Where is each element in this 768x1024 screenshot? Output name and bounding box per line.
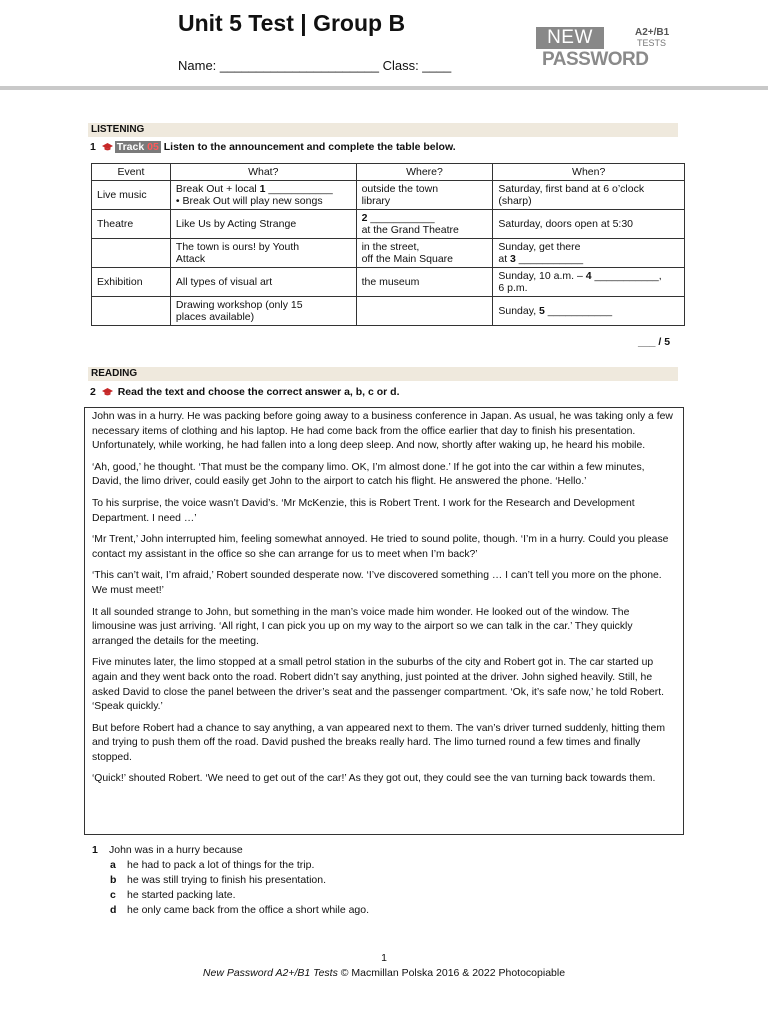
cell-line: the museum: [361, 276, 420, 288]
table-cell-event: [92, 268, 171, 297]
table-cell-what: [170, 210, 356, 239]
cell-line: Exhibition: [97, 276, 143, 288]
page-footer: [0, 967, 768, 979]
cell-line: 6 p.m.: [498, 282, 528, 294]
task-number: 1: [90, 141, 96, 153]
table-cell-event: [92, 181, 171, 210]
table-cell-where: [356, 181, 493, 210]
table-cell-event: [92, 239, 171, 268]
cell-line: places available): [175, 311, 255, 323]
answer-option-d[interactable]: [92, 903, 369, 918]
table-cell-what: [170, 239, 356, 268]
reading-section-header: READING: [88, 367, 678, 381]
cell-line: (sharp): [498, 195, 532, 207]
table-cell-where: [356, 239, 493, 268]
table-cell-when: [493, 210, 685, 239]
table-row: [92, 181, 685, 210]
answer-option-a[interactable]: [92, 858, 369, 873]
passage-paragraph: ‘Mr Trent,’ John interrupted him, feeling somewhat annoyed. He tried to sound polite, though. ‘I’m in a hurry. Could you please contact my assistant in the office so she can arrange for us to meet when I’m back?’: [92, 534, 669, 560]
col-header-when: When?: [493, 164, 685, 181]
logo-tests: TESTS: [637, 38, 667, 48]
cell-line: Theatre: [97, 218, 134, 230]
table-cell-what: [170, 268, 356, 297]
col-header-event: Event: [92, 164, 171, 181]
option-text: he had to pack a lot of things for the trip.: [127, 858, 315, 871]
cell-line: Saturday, first band at 6 o’clock: [498, 183, 645, 195]
reading-question-1: [92, 843, 369, 918]
passage-paragraph: ‘Quick!’ shouted Robert. ‘We need to get out of the car!’ As they got out, they could see the van turning back towards them.: [92, 773, 656, 785]
table-cell-when: [493, 181, 685, 210]
reading-instruction-text: Read the text and choose the correct answer a, b, c or d.: [117, 386, 400, 398]
listening-instruction: [90, 141, 456, 153]
cell-line: at the Grand Theatre: [361, 224, 459, 236]
option-letter: b: [110, 873, 117, 886]
table-cell-when: [493, 239, 685, 268]
cell-line: library: [361, 195, 391, 207]
logo-password: PASSWORD: [542, 49, 649, 70]
cell-line: Live music: [97, 189, 147, 201]
passage-paragraph: ‘Ah, good,’ he thought. ‘That must be the company limo. OK, I’m almost done.’ If he got into the car within a few minutes, David, the limo driver, could easily get John to the airport to catch his flight. He answered the phone. ‘Hello.’: [92, 461, 645, 488]
reading-instruction: [90, 386, 400, 398]
table-cell-what: [170, 297, 356, 326]
cell-line: The town is ours! by Youth: [175, 241, 300, 253]
cell-line: Break Out + local 1 ___________: [175, 183, 333, 195]
col-header-what: What?: [170, 164, 356, 181]
col-header-where: Where?: [356, 164, 493, 181]
listening-score: ___ / 5: [638, 336, 671, 348]
cell-line: All types of visual art: [175, 276, 273, 288]
graduation-cap-icon: [102, 143, 112, 150]
cell-line: Like Us by Acting Strange: [175, 218, 297, 230]
table-row: [92, 268, 685, 297]
table-cell-when: [493, 268, 685, 297]
passage-paragraph: John was in a hurry. He was packing before going away to a business conference in Japan. As usual, he was taking only a few necessary items of clothing and his laptop. He had come back from the office earlier that day to finish his presentation. Unfortunately, while working, he had fallen into a long deep sleep. And now, shortly after waking up, he heard his mobile.: [92, 411, 673, 452]
option-letter: a: [110, 858, 116, 871]
cell-line: Sunday, 10 a.m. – 4 ___________,: [498, 270, 662, 282]
table-row: [92, 297, 685, 326]
listening-instruction-text: Listen to the announcement and complete the table below.: [163, 141, 456, 153]
cell-line: 2 ___________: [361, 212, 435, 224]
table-cell-where: [356, 297, 493, 326]
passage-paragraph: It all sounded strange to John, but something in the man’s voice made him wonder. He looked out of the window. The limousine was just arriving. ‘All right, I can pick you up on my way to the airport so we can talk in the car.’ They quickly arranged the details for the meeting.: [92, 606, 633, 647]
cell-line: at 3 ___________: [498, 253, 584, 265]
logo-level: A2+/B1: [635, 27, 670, 38]
passage-paragraph: To his surprise, the voice wasn’t David’s. ‘Mr McKenzie, this is Robert Trent. I work for the Research and Development Department. I need …’: [92, 497, 635, 524]
listening-table: [91, 163, 685, 326]
task-number: 2: [90, 386, 96, 398]
cell-line: Drawing workshop (only 15: [175, 299, 303, 311]
table-cell-what: [170, 181, 356, 210]
track-label: Track 05: [116, 141, 159, 153]
answer-option-b[interactable]: [92, 873, 369, 888]
cell-line: Sunday, 5 ___________: [498, 305, 613, 317]
option-text: he was still trying to finish his presentation.: [127, 873, 327, 886]
test-title: Unit 5 Test | Group B: [178, 10, 406, 36]
logo-new: NEW: [536, 27, 604, 49]
graduation-cap-icon: [102, 388, 112, 395]
footer-series: New Password A2+/B1 Tests: [202, 967, 338, 979]
question-number: 1: [92, 844, 98, 856]
passage-paragraph: ‘This can’t wait, I’m afraid,’ Robert sounded desperate now. ‘I’ve discovered something … I can’t tell you more on the phone. We must meet!’: [92, 570, 662, 596]
table-cell-where: [356, 268, 493, 297]
cell-line: Saturday, doors open at 5:30: [498, 218, 634, 230]
passage-paragraph: But before Robert had a chance to say anything, a van appeared next to them. The van’s driver turned suddenly, hitting them and trying to push them off the road. David pushed the breaks really hard. The limo turned round a few times and finally stopped.: [92, 722, 665, 763]
passage-paragraph: Five minutes later, the limo stopped at a small petrol station in the suburbs of the city and Robert got in. The car started up again and they went back onto the road. Robert didn’t say anything, just pointed at the driver. John sighed heavily. Still, he asked David to close the panel between the driver’s seat and the passenger compartment. ‘Ok, it’s safe now,’ he told Robert. ‘Speak quickly.’: [92, 657, 665, 713]
reading-passage: [84, 407, 684, 835]
cell-line: outside the town: [361, 183, 439, 195]
option-letter: c: [110, 888, 116, 901]
page-number: 1: [381, 952, 387, 964]
table-row: [92, 239, 685, 268]
question-stem: John was in a hurry because: [109, 844, 243, 856]
table-cell-event: [92, 210, 171, 239]
header-divider: [0, 86, 768, 90]
listening-section-header: LISTENING: [88, 123, 678, 137]
option-text: he started packing late.: [127, 888, 236, 901]
footer-copyright: © Macmillan Polska 2016 & 2022 Photocopiable: [337, 967, 566, 979]
table-cell-event: [92, 297, 171, 326]
new-password-logo: [536, 27, 676, 71]
option-text: he only came back from the office a short while ago.: [127, 903, 370, 916]
cell-line: off the Main Square: [361, 253, 454, 265]
table-cell-when: [493, 297, 685, 326]
name-class-line: Name: ______________________ Class: ____: [178, 58, 452, 73]
cell-line: Sunday, get there: [498, 241, 581, 253]
track-number: 05: [147, 141, 159, 153]
answer-option-c[interactable]: [92, 888, 369, 903]
option-letter: d: [110, 903, 117, 916]
cell-line: • Break Out will play new songs: [175, 195, 323, 207]
table-cell-where: [356, 210, 493, 239]
cell-line: in the street,: [361, 241, 420, 253]
cell-line: Attack: [175, 253, 206, 265]
table-row: [92, 210, 685, 239]
